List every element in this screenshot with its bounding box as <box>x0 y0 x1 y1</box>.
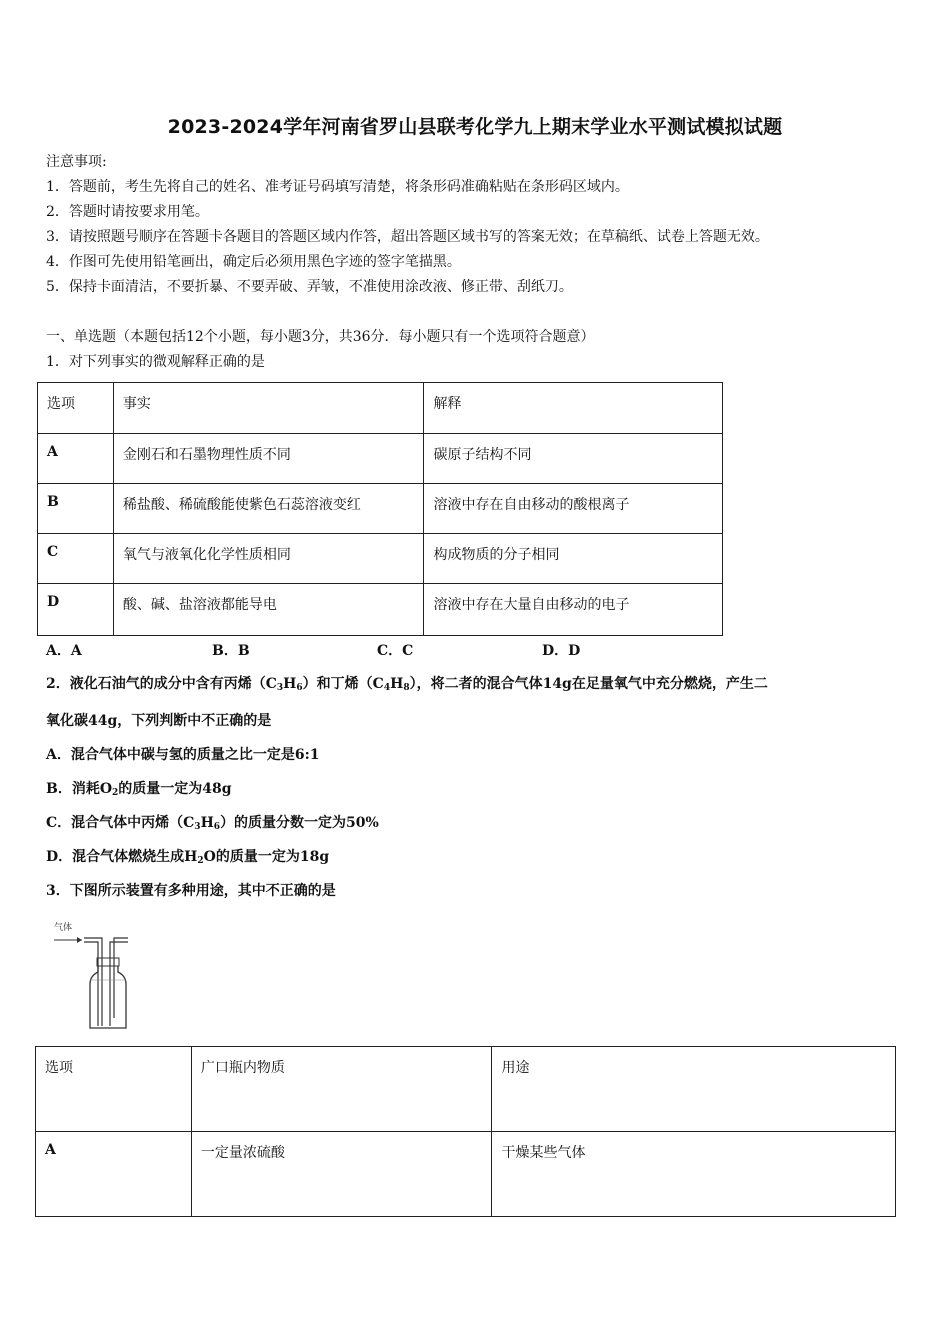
subscript: 3 <box>276 683 284 693</box>
table-cell: 干燥某些气体 <box>492 1132 896 1217</box>
choice-a: A．A <box>46 643 82 659</box>
subscript: 4 <box>383 683 391 693</box>
choice-c: C．C <box>377 643 414 659</box>
text-segment: H <box>390 676 404 692</box>
table-cell: 金刚石和石墨物理性质不同 <box>113 434 424 484</box>
subscript: 6 <box>296 683 303 693</box>
table-cell: 事实 <box>113 383 424 434</box>
table-cell: 酸、碱、盐溶液都能导电 <box>113 584 424 636</box>
table-cell: 构成物质的分子相同 <box>424 534 723 584</box>
section-heading: 一、单选题（本题包括12个小题，每小题3分，共36分．每小题只有一个选项符合题意） <box>46 329 595 345</box>
notes-heading: 注意事项: <box>46 154 107 170</box>
question-1-table <box>37 382 723 636</box>
text-segment: H <box>200 815 214 831</box>
table-cell: 选项 <box>36 1047 192 1132</box>
subscript: 6 <box>213 822 221 832</box>
table-header-row <box>38 383 723 434</box>
text-segment: 的质量一定为48g <box>118 781 232 797</box>
figure-label: 气体 <box>54 923 73 933</box>
text-segment: H <box>283 676 297 692</box>
gas-washing-bottle-figure <box>52 918 142 1037</box>
notes-item-1: 1．答题前，考生先将自己的姓名、准考证号码填写清楚，将条形码准确粘贴在条形码区域内。 <box>46 179 629 195</box>
question-2-option-b <box>46 779 232 803</box>
gas-washing-bottle-icon <box>52 918 142 1033</box>
choice-d: D．D <box>542 643 581 659</box>
notes-item-3: 3．请按照题号顺序在答题卡各题目的答题区域内作答，超出答题区域书写的答案无效；在草稿纸、试卷上答题无效。 <box>46 229 769 245</box>
table-cell: 氧气与液氧化化学性质相同 <box>113 534 424 584</box>
table-row <box>36 1132 896 1217</box>
table-row <box>38 484 723 534</box>
subscript: 2 <box>112 788 119 798</box>
text-segment: B．消耗O <box>46 781 113 797</box>
notes-item-5: 5．保持卡面清洁，不要折暴、不要弄破、弄皱，不准使用涂改液、修正带、刮纸刀。 <box>46 279 573 295</box>
question-3-stem: 3．下图所示装置有多种用途，其中不正确的是 <box>46 883 336 899</box>
choice-b: B．B <box>212 643 250 659</box>
subscript: 3 <box>194 822 201 832</box>
text-segment: 2．液化石油气的成分中含有丙烯（C <box>46 676 277 692</box>
table-cell: 稀盐酸、稀硫酸能使紫色石蕊溶液变红 <box>113 484 424 534</box>
question-3-table <box>35 1046 896 1217</box>
table-cell: 一定量浓硫酸 <box>191 1132 492 1217</box>
question-2-option-c <box>46 813 379 837</box>
question-1-stem: 1．对下列事实的微观解释正确的是 <box>46 354 265 370</box>
table-cell: 选项 <box>38 383 114 434</box>
table-cell: C <box>38 534 114 584</box>
subscript: 8 <box>403 683 410 693</box>
table-cell: A <box>38 434 114 484</box>
text-segment: ）和丁烯（C <box>302 676 384 692</box>
table-cell: 用途 <box>492 1047 896 1132</box>
table-cell: 解释 <box>424 383 723 434</box>
table-row <box>38 434 723 484</box>
text-segment: ）的质量分数一定为50% <box>220 815 379 831</box>
notes-item-2: 2．答题时请按要求用笔。 <box>46 204 209 220</box>
table-header-row <box>36 1047 896 1132</box>
table-cell: 溶液中存在大量自由移动的电子 <box>424 584 723 636</box>
table-row <box>38 534 723 584</box>
table-cell: A <box>36 1132 192 1217</box>
question-2-option-d <box>46 847 329 871</box>
table-cell: B <box>38 484 114 534</box>
text-segment: ），将二者的混合气体14g在足量氧气中充分燃烧，产生二 <box>409 676 768 692</box>
exam-title: 2023-2024学年河南省罗山县联考化学九上期末学业水平测试模拟试题 <box>167 116 783 138</box>
question-2-stem-line1 <box>46 674 768 698</box>
table-cell: D <box>38 584 114 636</box>
question-2-option-a: A．混合气体中碳与氢的质量之比一定是6:1 <box>46 747 320 763</box>
question-2-stem-line2: 氧化碳44g，下列判断中不正确的是 <box>46 713 272 729</box>
table-cell: 广口瓶内物质 <box>191 1047 492 1132</box>
notes-item-4: 4．作图可先使用铅笔画出，确定后必须用黑色字迹的签字笔描黑。 <box>46 254 461 270</box>
text-segment: D．混合气体燃烧生成H <box>46 849 198 865</box>
text-segment: O的质量一定为18g <box>203 849 330 865</box>
table-cell: 碳原子结构不同 <box>424 434 723 484</box>
table-cell: 溶液中存在自由移动的酸根离子 <box>424 484 723 534</box>
table-row <box>38 584 723 636</box>
text-segment: C．混合气体中丙烯（C <box>46 815 195 831</box>
subscript: 2 <box>197 856 204 866</box>
